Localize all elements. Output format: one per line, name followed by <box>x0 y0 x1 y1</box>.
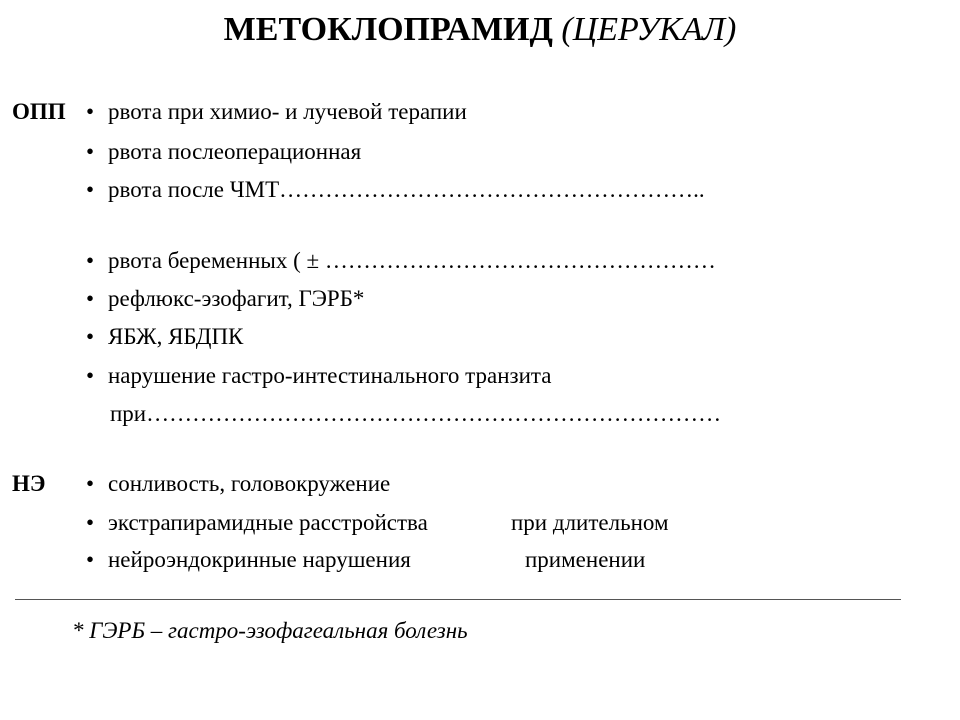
bullet-icon: • <box>86 547 95 572</box>
indication-item: ЯБЖ, ЯБДПК <box>108 324 244 349</box>
bullet-icon: • <box>86 177 95 202</box>
footnote: * ГЭРБ – гастро-эзофагеальная болезнь <box>72 618 468 643</box>
side-effect-item: нейроэндокринные нарушения <box>108 547 411 572</box>
drug-name: МЕТОКЛОПРАМИД <box>223 11 553 48</box>
bullet-icon: • <box>86 363 95 388</box>
side-effect-note: при длительном <box>511 510 669 535</box>
bullet-icon: • <box>86 471 95 496</box>
side-effect-item: сонливость, головокружение <box>108 471 391 496</box>
indication-item: рвота беременных ( ± …………………………………………… <box>108 248 716 273</box>
drug-alt-name: (ЦЕРУКАЛ) <box>561 11 737 48</box>
indication-item: рвота при химио- и лучевой терапии <box>108 99 467 124</box>
side-effects-label: НЭ <box>12 471 46 496</box>
bullet-icon: • <box>86 286 95 311</box>
indication-item: рефлюкс-эзофагит, ГЭРБ* <box>108 286 365 311</box>
indications-label: ОПП <box>12 99 66 124</box>
bullet-icon: • <box>86 324 95 349</box>
bullet-icon: • <box>86 139 95 164</box>
indication-continuation: при………………………………………………………………… <box>110 401 722 426</box>
side-effect-item: экстрапирамидные расстройства <box>108 510 428 535</box>
indication-item: рвота после ЧМТ……………………………………………….. <box>108 177 705 202</box>
bullet-icon: • <box>86 510 95 535</box>
footnote-divider <box>15 599 901 600</box>
indication-item: рвота послеоперационная <box>108 139 362 164</box>
page-title <box>0 10 960 50</box>
indication-item: нарушение гастро-интестинального транзита <box>108 363 552 388</box>
side-effect-note: применении <box>525 547 646 572</box>
bullet-icon: • <box>86 99 95 124</box>
bullet-icon: • <box>86 248 95 273</box>
